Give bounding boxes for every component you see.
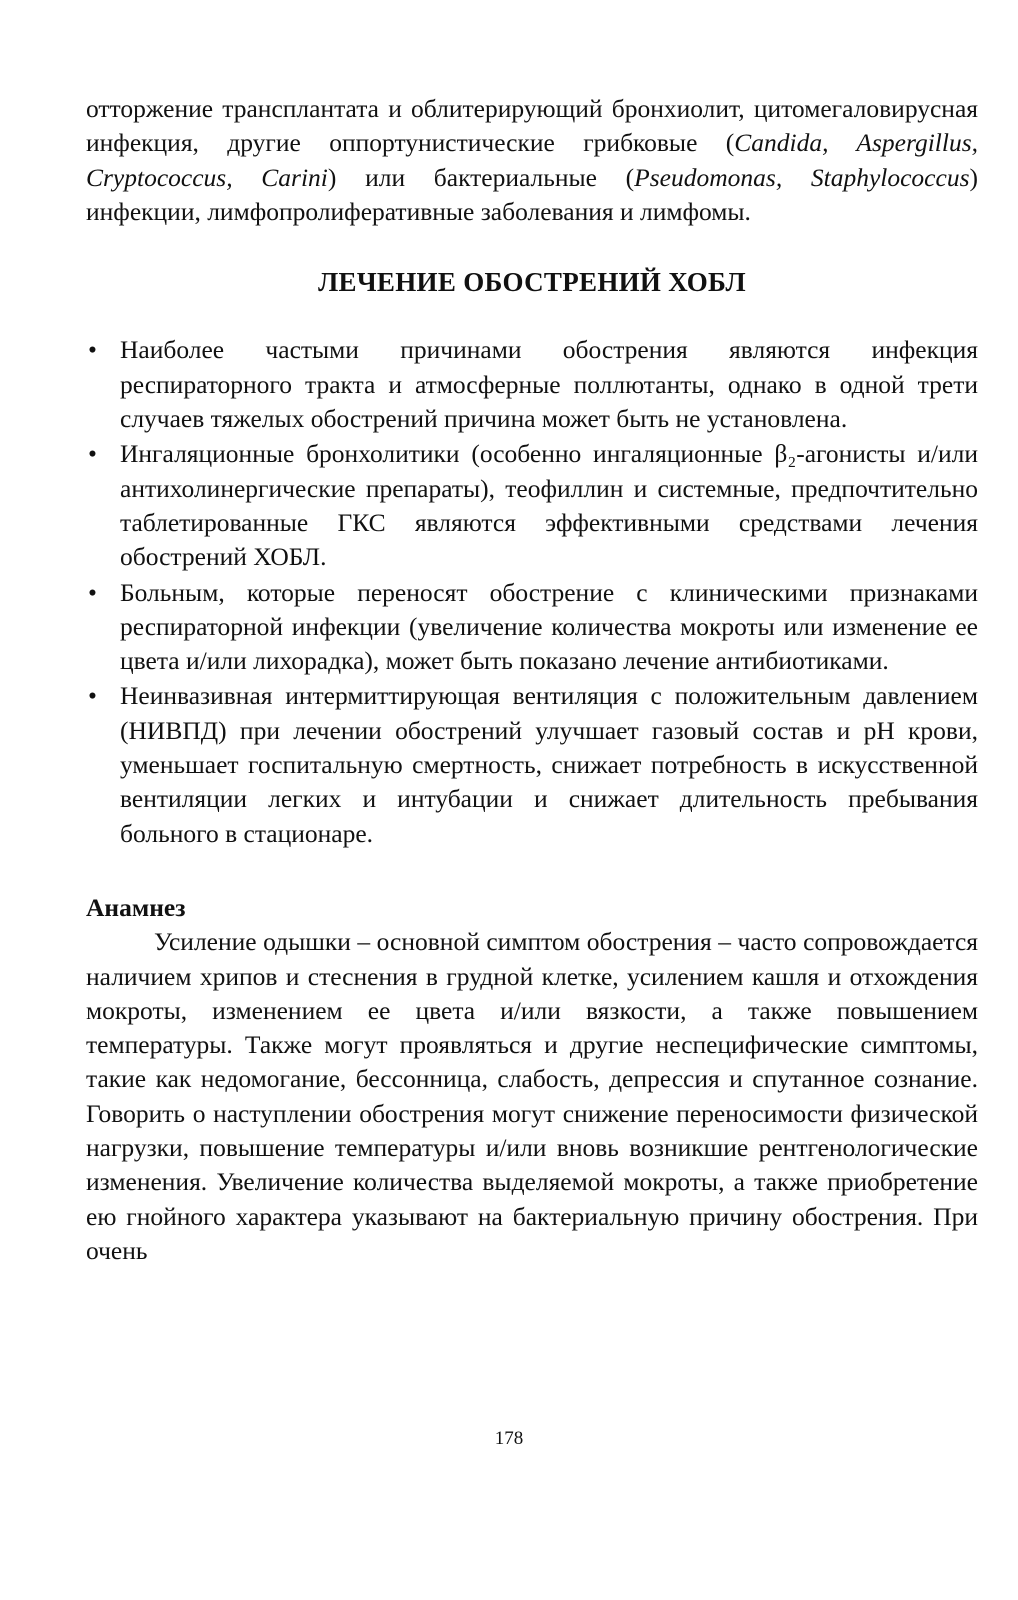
intro-bacteria-list: Pseudomonas, Staphylococcus (634, 162, 970, 192)
bullet-item (86, 679, 978, 850)
intro-fungi-list: Candida, Aspergillus, Cryptococcus, Carini (86, 128, 978, 192)
page-number: 178 (494, 1428, 524, 1449)
bullet-item (86, 576, 978, 679)
bullet-text: Наиболее частыми причинами обострения являются инфекция респираторного тракта и атмосферные поллютанты, однако в одной трети случаев тяжелых обострений причина может быть не установлена. (120, 335, 978, 434)
bullet-icon: • (88, 577, 97, 607)
anamnesis-heading: Анамнез (86, 892, 186, 922)
page-body (86, 92, 978, 1268)
intro-text-3: ) инфекции, лимфопролиферативные заболевания и лимфомы. (86, 162, 978, 226)
bullet-item (86, 437, 978, 574)
intro-paragraph (86, 92, 978, 229)
bullet-text: Ингаляционные бронхолитики (особенно ингаляционные β₂-агонисты и/или антихолинергические препараты), теофиллин и системные, предпочтительно таблетированные ГКС являются эффективными средствами лечения обострений ХОБЛ. (120, 439, 978, 572)
intro-text-1: отторжение трансплантата и облитерирующий бронхиолит, цитомегаловирусная инфекция, другие оппортунистические грибковые ( (86, 94, 978, 158)
bullet-text: Больным, которые переносят обострение с клиническими признаками респираторной инфекции (увеличение количества мокроты или изменение ее цвета и/или лихорадка), может быть показано лечение антибиотиками. (120, 577, 978, 676)
intro-text-2: ) или бактериальные ( (327, 162, 635, 192)
bullet-list (86, 333, 978, 850)
bullet-item (86, 333, 978, 436)
section-title: ЛЕЧЕНИЕ ОБОСТРЕНИЙ ХОБЛ (318, 267, 746, 298)
anamnesis-paragraph: Усиление одышки – основной симптом обострения – часто сопровождается наличием хрипов и стеснения в грудной клетке, усилением кашля и отхождения мокроты, изменением ее цвета и/или вязкости, а также повышением температуры. Также могут проявляться и другие неспецифические симптомы, такие как недомогание, бессонница, слабость, депрессия и спутанное сознание. Говорить о наступлении обострения могут снижение переносимости физической нагрузки, повышение температуры и/или вновь возникшие рентгенологические изменения. Увеличение количества выделяемой мокроты, а также приобретение ею гнойного характера указывают на бактериальную причину обострения. При очень (86, 927, 978, 1265)
bullet-icon: • (88, 439, 97, 469)
bullet-text: Неинвазивная интермиттирующая вентиляция с положительным давлением (НИВПД) при лечении обострений улучшает газовый состав и pH крови, уменьшает госпитальную смертность, снижает потребность в искусственной вентиляции легких и интубации и снижает длительность пребывания больного в стационаре. (120, 681, 978, 848)
bullet-icon: • (88, 681, 97, 711)
bullet-icon: • (88, 335, 97, 365)
